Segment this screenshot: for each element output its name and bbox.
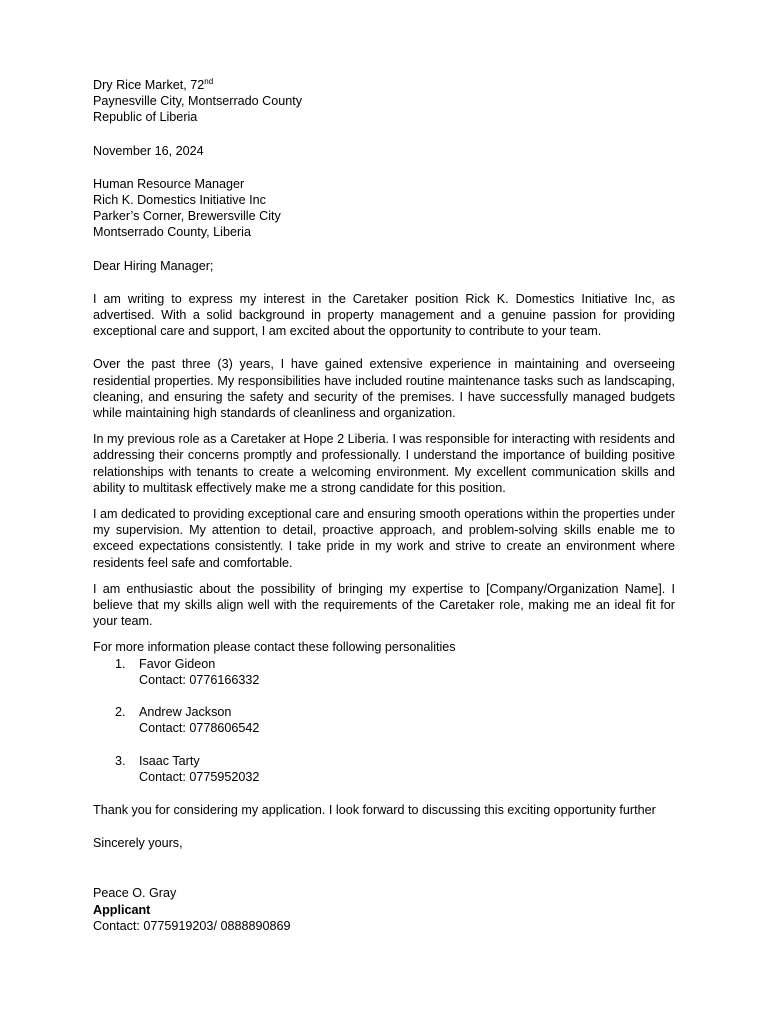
sender-address-line-2: Paynesville City, Montserrado County [93, 94, 303, 109]
recipient-address [93, 176, 675, 241]
reference-name: Favor Gideon [139, 656, 216, 671]
salutation: Dear Hiring Manager; [93, 258, 214, 273]
paragraph-dedication: I am dedicated to providing exceptional care and ensuring smooth operations within the properties under my supervision. My attention to detail, proactive approach, and problem-solving skills enable me to exceed expectations consistently. I take pride in my work and strive to create an environment where residents feel safe and comfortable. [93, 507, 675, 570]
references-list [93, 656, 675, 785]
paragraph-enthusiasm: I am enthusiastic about the possibility of bringing my expertise to [Company/Organization Name]. I believe that my skills align well with the requirements of the Caretaker role, making me an ideal fit for your team. [93, 581, 675, 629]
reference-contact: Contact: 0778606542 [139, 721, 260, 736]
letter-date: November 16, 2024 [93, 143, 204, 158]
recipient-company: Rich K. Domestics Initiative Inc [93, 193, 266, 208]
signature-block [93, 885, 675, 934]
sender-address-line-1: Dry Rice Market, 72nd [93, 77, 214, 92]
signature-contact: Contact: 0775919203/ 0888890869 [93, 918, 291, 933]
reference-name: Isaac Tarty [139, 753, 200, 768]
reference-number: 1. [115, 656, 126, 671]
recipient-address-line-1: Parker’s Corner, Brewersville City [93, 209, 281, 224]
reference-contact: Contact: 0775952032 [139, 769, 260, 784]
recipient-address-line-2: Montserrado County, Liberia [93, 225, 251, 240]
signature-role: Applicant [93, 902, 151, 917]
valediction: Sincerely yours, [93, 836, 183, 851]
reference-number: 3. [115, 753, 126, 768]
sender-address [93, 77, 675, 126]
paragraph-experience: Over the past three (3) years, I have gained extensive experience in maintaining and overseeing residential properties. My responsibilities have included routine maintenance tasks such as landscaping, cleaning, and ensuring the safety and security of the premises. I have successfully managed budgets while maintaining high standards of cleanliness and organization. [93, 357, 675, 421]
paragraph-previous-role: In my previous role as a Caretaker at Hope 2 Liberia. I was responsible for interacting with residents and addressing their concerns promptly and professionally. I understand the importance of building positive relationships with tenants to create a welcoming environment. My excellent communication skills and ability to multitask effectively make me a strong candidate for this position. [93, 432, 675, 495]
letter-body [93, 77, 675, 934]
reference-name: Andrew Jackson [139, 705, 232, 720]
reference-contact: Contact: 0776166332 [139, 672, 260, 687]
ordinal-suffix: nd [204, 77, 214, 86]
list-item [93, 704, 675, 736]
references-intro: For more information please contact these following personalities [93, 640, 456, 655]
sender-address-line-3: Republic of Liberia [93, 110, 198, 125]
recipient-title: Human Resource Manager [93, 176, 245, 191]
signature-name: Peace O. Gray [93, 886, 177, 901]
paragraph-intro: I am writing to express my interest in the Caretaker position Rick K. Domestics Initiative Inc, as advertised. With a solid background in property management and a genuine passion for providing exceptional care and support, I am excited about the opportunity to contribute to your team. [93, 291, 675, 339]
reference-number: 2. [115, 705, 126, 720]
closing-statement: Thank you for considering my application. I look forward to discussing this exciting opportunity further [93, 802, 656, 817]
list-item [93, 656, 675, 688]
list-item [93, 753, 675, 785]
